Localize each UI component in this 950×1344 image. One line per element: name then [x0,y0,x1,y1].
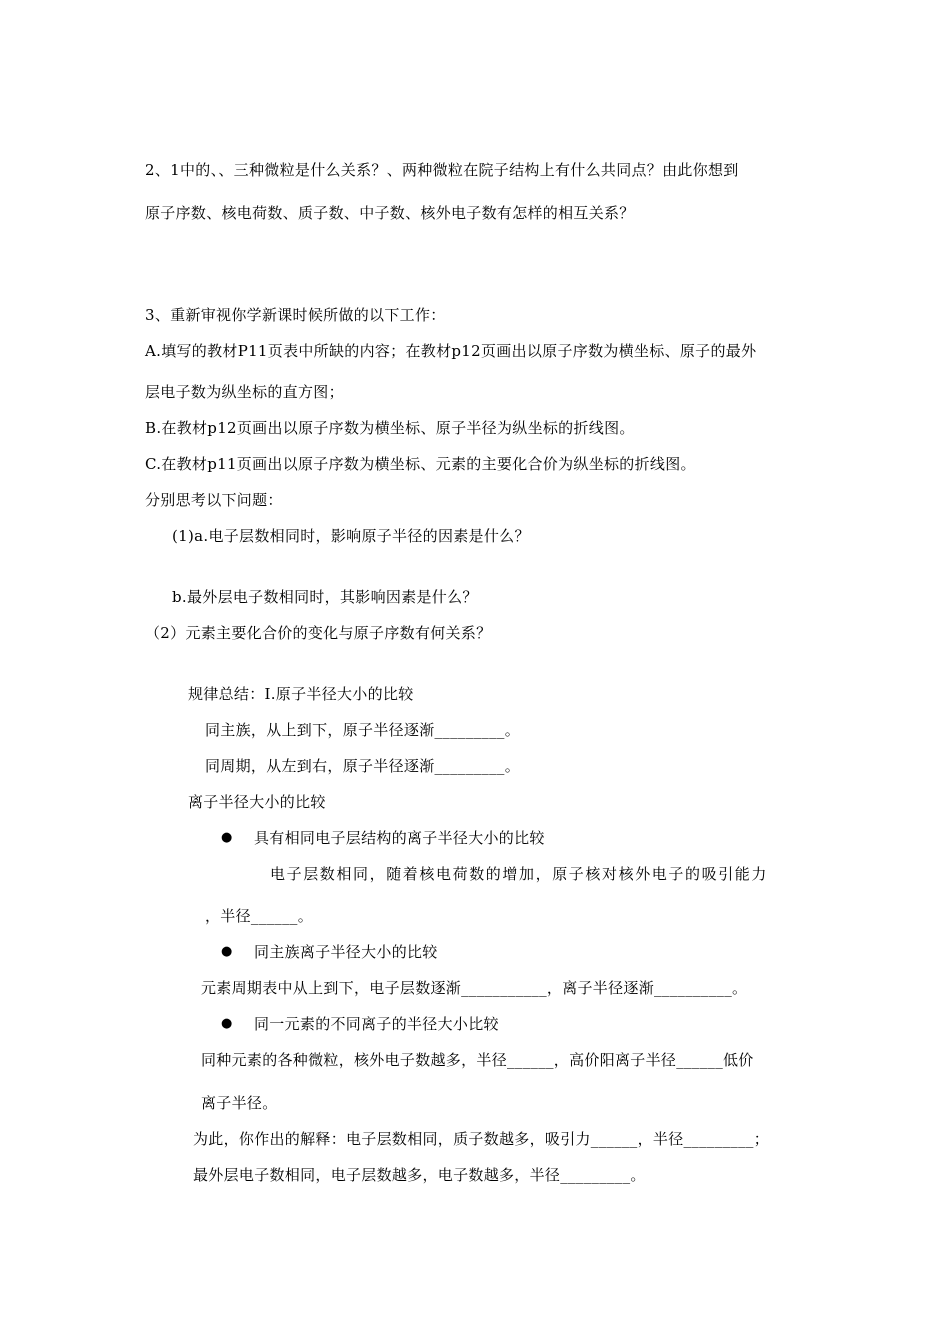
q3-intro: 3、重新审视你学新课时候所做的以下工作： [145,306,446,324]
bullet-3-title: 同一元素的不同离子的半径大小比较 [254,1015,499,1033]
bullet-1-title: 具有相同电子层结构的离子半径大小的比较 [254,829,545,847]
same-period-rule: 同周期，从左到右，原子半径逐渐_________。 [205,757,521,775]
q3-sub-2: （2）元素主要化合价的变化与原子序数有何关系？ [145,624,492,642]
bullet-icon: ● [221,944,233,959]
q3-item-c: C.在教材p11页画出以原子序数为横坐标、元素的主要化合价为纵坐标的折线图。 [145,455,696,473]
summary-title: 规律总结：I.原子半径大小的比较 [188,685,414,703]
q2-line-1: 2、1中的、、三种微粒是什么关系？、两种微粒在院子结构上有什么共同点？由此你想到 [145,161,739,179]
q3-sub-1b: b.最外层电子数相同时，其影响因素是什么？ [172,588,478,606]
same-group-rule: 同主族，从上到下，原子半径逐渐_________。 [205,721,521,739]
q3-item-a-line-2: 层电子数为纵坐标的直方图； [145,383,344,401]
bullet-2-body: 元素周期表中从上到下，电子层数逐渐___________，离子半径逐渐__________。 [201,979,748,997]
ion-radius-title: 离子半径大小的比较 [188,793,326,811]
q2-line-2: 原子序数、核电荷数、质子数、中子数、核外电子数有怎样的相互关系？ [145,204,635,222]
bullet-icon: ● [221,1016,233,1031]
q3-think: 分别思考以下问题： [145,491,283,509]
q3-sub-1a: (1)a.电子层数相同时，影响原子半径的因素是什么？ [172,527,530,545]
bullet-1-body-2: ，半径______。 [205,907,314,925]
explanation-line-2: 最外层电子数相同，电子层数越多，电子数越多，半径_________。 [193,1166,646,1184]
q3-item-a-line-1: A.填写的教材P11页表中所缺的内容；在教材p12页画出以原子序数为横坐标、原子的最外 [145,342,757,360]
bullet-1-body-1: 电子层数相同，随着核电荷数的增加，原子核对核外电子的吸引能力 [270,865,769,883]
bullet-3-body-2: 离子半径。 [201,1094,278,1112]
bullet-icon: ● [221,830,233,845]
q3-item-b: B.在教材p12页画出以原子序数为横坐标、原子半径为纵坐标的折线图。 [145,419,635,437]
bullet-3-body-1: 同种元素的各种微粒，核外电子数越多，半径______，高价阳离子半径______低价 [201,1051,754,1069]
explanation-line-1: 为此，你作出的解释：电子层数相同，质子数越多，吸引力______，半径_________； [193,1130,770,1148]
bullet-2-title: 同主族离子半径大小的比较 [254,943,438,961]
